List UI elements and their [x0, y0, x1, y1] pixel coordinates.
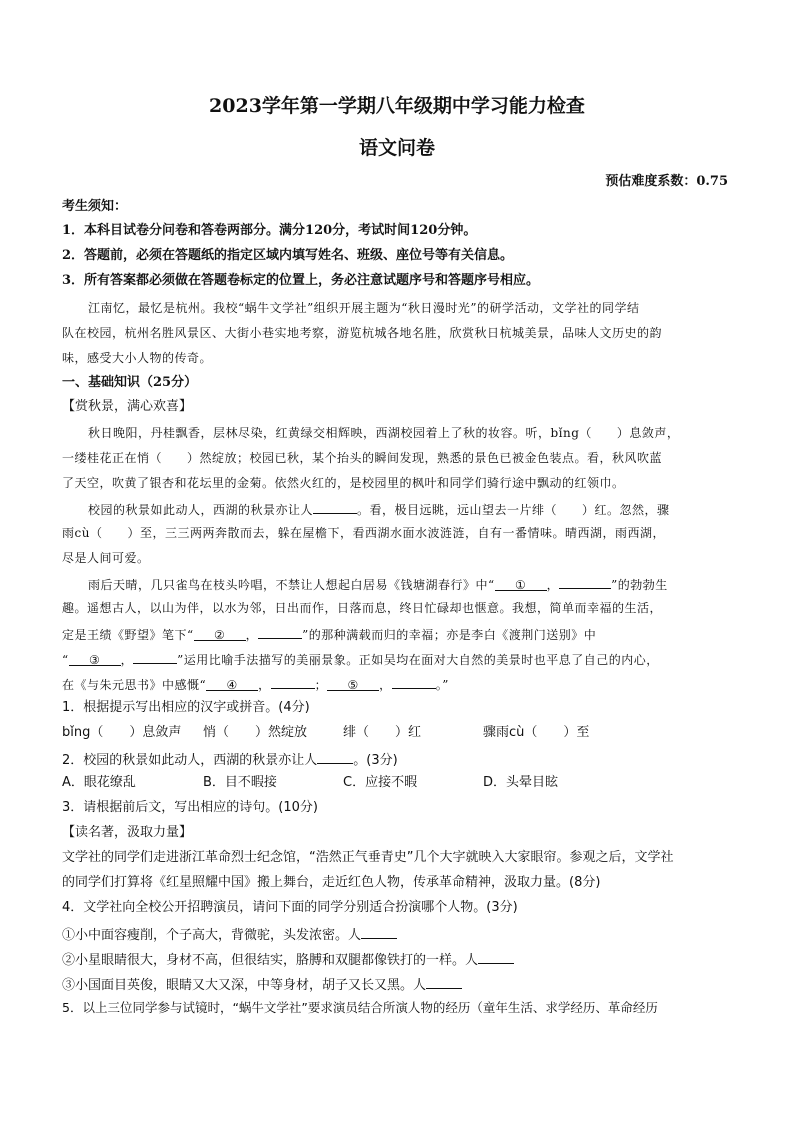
comma: ，: [258, 678, 271, 692]
p2-line-1: [88, 500, 670, 518]
q1-blank-d[interactable]: 骤雨cù（ ）至: [483, 725, 590, 740]
part-1-heading: 【赏秋景，满心欢喜】: [62, 399, 193, 414]
q1-blank-b[interactable]: 悄（ ）然绽放: [203, 725, 308, 740]
s2-line-2: 的同学们打算将《红星照耀中国》搬上舞台，走近红色人物，传承革命精神，汲取力量。(8分): [62, 875, 601, 890]
q4-item-text: ②小星眼睛很大，身材不高，但很结实，胳膊和双腿都像铁打的一样。人: [62, 953, 479, 968]
blank-2[interactable]: [194, 627, 246, 641]
comma: ，: [245, 628, 259, 642]
p2-line-3: 尽是人间可爱。: [62, 551, 150, 565]
blank-3b[interactable]: [133, 650, 177, 664]
p3-text: ”的那种满载而归的幸福；亦是李白《渡荆门送别》中: [302, 628, 597, 642]
q4-blank-3[interactable]: [426, 975, 462, 989]
blank-3[interactable]: [69, 652, 121, 666]
q2-option-d[interactable]: D．头晕目眩: [483, 775, 559, 790]
blank-2-label: ②: [214, 628, 226, 642]
q4-blank-1[interactable]: [361, 925, 397, 939]
question-1: 1．根据提示写出相应的汉字或拼音。(4分): [62, 700, 310, 715]
p3-text: ”运用比喻手法描写的美丽景象。正如吴均在面对大自然的美景时也平息了自己的内心，: [177, 653, 659, 667]
p3-text: 雨后天晴，几只雀鸟在枝头吟唱，不禁让人想起白居易《钱塘湖春行》中“: [88, 578, 495, 592]
p2-text-a: 校园的秋景如此动人，西湖的秋景亦让人: [88, 503, 314, 517]
p3-text: 在《与朱元思书》中感慨“: [62, 678, 207, 692]
q4-item-3: [62, 975, 462, 994]
q1-blank-c[interactable]: 绯（ ）红: [343, 725, 422, 740]
blank-1[interactable]: [495, 577, 547, 591]
blank-4b[interactable]: [271, 675, 315, 689]
blank-2b[interactable]: [258, 625, 302, 639]
exam-title: 2023学年第一学期八年级期中学习能力检查: [209, 95, 585, 117]
section-1-heading: 一、基础知识（25分）: [62, 375, 198, 390]
intro-line-3: 味，感受大小人物的传奇。: [62, 351, 213, 365]
comma: ，: [120, 653, 134, 667]
blank-4-label: ④: [226, 678, 238, 692]
blank-5[interactable]: [327, 677, 379, 691]
p2-text-b: 。看，极目远眺，远山望去一片绯（ ）红。忽然，骤: [357, 503, 670, 517]
blank-3-label: ③: [89, 653, 101, 667]
p3-line-3: [62, 625, 596, 643]
q2-option-a[interactable]: A．眼花缭乱: [62, 775, 136, 790]
blank-5b[interactable]: [392, 675, 436, 689]
q4-blank-2[interactable]: [478, 950, 514, 964]
q4-item-text: ①小中面容瘦削，个子高大，背微驼，头发浓密。人: [62, 928, 362, 943]
p1-line-3: 了天空，吹黄了银杏和花坛里的金菊。依然火红的，是校园里的枫叶和同学们骑行途中飘动的红领巾。: [62, 476, 625, 490]
notice-item-1: 1．本科目试卷分问卷和答卷两部分。满分120分，考试时间120分钟。: [62, 223, 477, 238]
q4-item-text: ③小国面目英俊，眼睛又大又深，中等身材，胡子又长又黑。人: [62, 978, 427, 993]
p1-line-1: 秋日晚阳，丹桂飘香，层林尽染，红黄绿交相辉映，西湖校园着上了秋的妆容。听，bǐng（ ）息敛声，: [88, 426, 680, 440]
blank-1b[interactable]: [559, 575, 611, 589]
q2-blank[interactable]: [317, 750, 353, 764]
q2-option-c[interactable]: C．应接不暇: [343, 775, 418, 790]
q4-item-1: [62, 925, 397, 944]
question-4: 4．文学社向全校公开招聘演员，请问下面的同学分别适合扮演哪个人物。(3分): [62, 900, 518, 915]
q2-text: 2．校园的秋景如此动人，西湖的秋景亦让人: [62, 753, 318, 768]
notice-item-2: 2．答题前，必须在答题纸的指定区域内填写姓名、班级、座位号等有关信息。: [62, 248, 514, 263]
p3-text: 。”: [435, 678, 449, 692]
s2-line-1: 文学社的同学们走进浙江革命烈士纪念馆，“浩然正气垂青史”几个大字就映入大家眼帘。参观之后，文学社: [62, 850, 674, 865]
blank-1-label: ①: [515, 578, 527, 592]
q1-blank-a[interactable]: bǐng（ ）息敛声: [62, 725, 182, 740]
p1-line-2: 一缕桂花正在悄（ ）然绽放；校园已秋，某个抬头的瞬间发现，熟悉的景色已被金色装点。看，秋风吹蓝: [62, 451, 663, 465]
p3-line-5: [62, 675, 449, 693]
question-3: 3．请根据前后文，写出相应的诗句。(10分): [62, 800, 318, 815]
difficulty-coefficient: 预估难度系数：0.75: [605, 174, 728, 189]
question-2: [62, 750, 398, 769]
p3-line-1: [88, 575, 668, 593]
exam-subtitle: 语文问卷: [358, 137, 435, 159]
p3-line-4: [62, 650, 659, 668]
q4-item-2: [62, 950, 514, 969]
blank-5-label: ⑤: [347, 678, 359, 692]
question-5: 5．以上三位同学参与试镜时，“蜗牛文学社”要求演员结合所演人物的经历（童年生活、求学经历、革命经历: [62, 1000, 658, 1015]
comma: ，: [379, 678, 392, 692]
notice-heading: 考生须知：: [62, 199, 128, 214]
comma: ，: [546, 578, 560, 592]
q2-tail: 。(3分): [353, 753, 398, 768]
p3-line-2: 趣。遥想古人，以山为伴，以水为邻，日出而作，日落而息，终日忙碌却也惬意。我想，简单而幸福的生活，: [62, 601, 663, 615]
q2-option-b[interactable]: B．目不暇接: [203, 775, 277, 790]
notice-item-3: 3．所有答案都必须做在答题卷标定的位置上，务必注意试题序号和答题序号相应。: [62, 273, 540, 288]
blank-4[interactable]: [206, 677, 258, 691]
answer-blank[interactable]: [313, 500, 357, 514]
p2-line-2: 雨cù（ ）至，三三两两奔散而去，躲在屋檐下，看西湖水面水波涟涟，自有一番情味。晴西湖，雨西湖，: [62, 526, 665, 540]
p3-text: ”的勃勃生: [611, 578, 668, 592]
part-2-heading: 【读名著，汲取力量】: [62, 825, 193, 840]
intro-line-2: 队在校园，杭州名胜风景区、大街小巷实地考察，游览杭城各地名胜，欣赏秋日杭城美景，品味人文历史的韵: [62, 326, 663, 340]
intro-line-1: 江南忆，最忆是杭州。我校“蜗牛文学社”组织开展主题为“秋日漫时光”的研学活动，文学社的同学结: [88, 301, 640, 315]
semicolon: ；: [314, 678, 328, 692]
p3-text: 定是王绩《野望》笔下“: [62, 628, 194, 642]
p3-text: “: [62, 653, 69, 667]
